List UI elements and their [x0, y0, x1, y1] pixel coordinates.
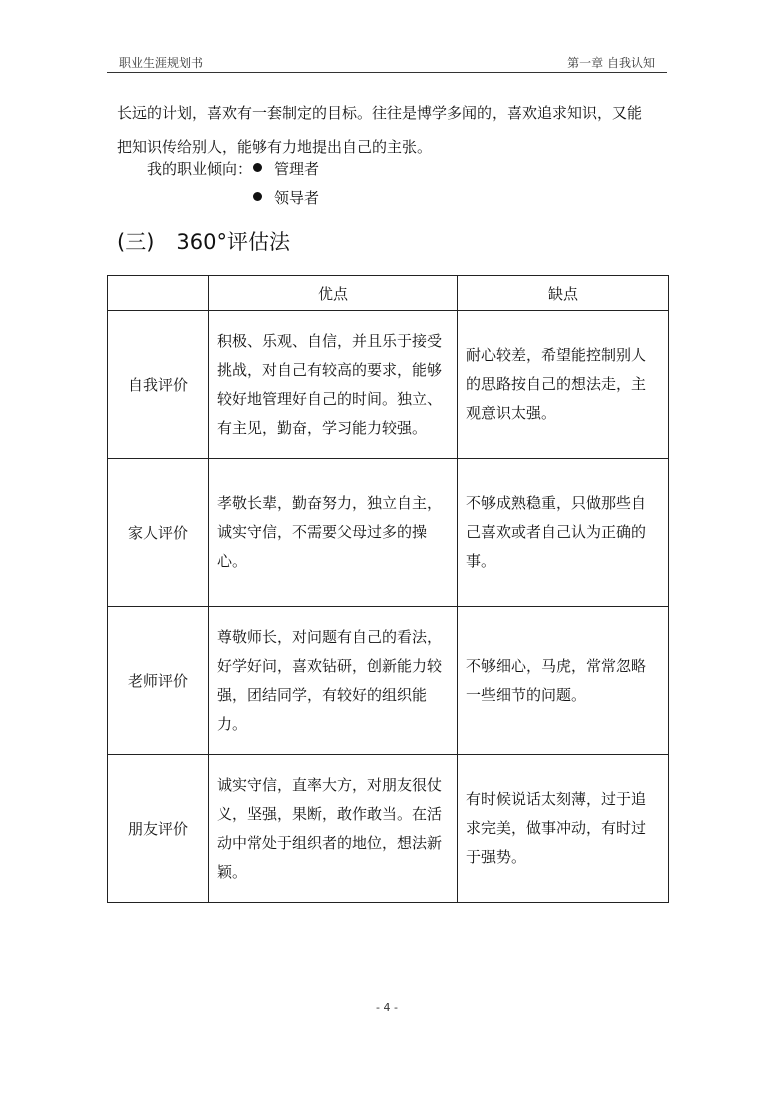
pros-cell: 积极、乐观、自信，并且乐于接受挑战，对自己有较高的要求，能够较好地管理好自己的时间。独立、有主见，勤奋，学习能力较强。	[209, 311, 458, 459]
pros-cell: 诚实守信，直率大方，对朋友很仗义，坚强，果断，敢作敢当。在活动中常处于组织者的地位，想法新颖。	[209, 755, 458, 903]
table-header-cell	[108, 276, 209, 311]
table-row	[108, 311, 669, 459]
section-title: 360°评估法	[176, 230, 290, 254]
table-row	[108, 755, 669, 903]
cons-cell: 不够成熟稳重，只做那些自己喜欢或者自己认为正确的事。	[458, 459, 669, 607]
header-title: 职业生涯规划书	[119, 56, 204, 70]
bullet-icon	[253, 163, 262, 172]
body-paragraph	[117, 96, 677, 164]
header-chapter: 第一章 自我认知	[567, 56, 655, 70]
cons-cell: 有时候说话太刻薄，过于追求完美，做事冲动，有时过于强势。	[458, 755, 669, 903]
row-label: 家人评价	[108, 459, 209, 607]
tendency-label: 我的职业倾向：	[147, 160, 253, 178]
paragraph-line: 把知识传给别人，能够有力地提出自己的主张。	[117, 138, 433, 156]
page-number: - 4 -	[376, 1001, 398, 1014]
paragraph-line: 长远的计划，喜欢有一套制定的目标。往往是博学多闻的，喜欢追求知识，又能	[117, 104, 643, 122]
table-header-cell: 缺点	[458, 276, 669, 311]
section-number: (三)	[117, 230, 155, 254]
tendency-item-text: 管理者	[274, 160, 320, 178]
tendency-item	[253, 155, 319, 184]
bullet-icon	[253, 192, 262, 201]
cons-cell: 耐心较差，希望能控制别人的思路按自己的想法走，主观意识太强。	[458, 311, 669, 459]
pros-cell: 孝敬长辈，勤奋努力，独立自主，诚实守信，不需要父母过多的操心。	[209, 459, 458, 607]
row-label: 自我评价	[108, 311, 209, 459]
table-header-cell: 优点	[209, 276, 458, 311]
row-label: 朋友评价	[108, 755, 209, 903]
section-heading	[117, 226, 290, 256]
page-header	[107, 52, 667, 73]
evaluation-table	[107, 275, 669, 903]
cons-cell: 不够细心，马虎，常常忽略一些细节的问题。	[458, 607, 669, 755]
tendency-item-text: 领导者	[274, 189, 320, 207]
table-row	[108, 607, 669, 755]
table-row	[108, 459, 669, 607]
table-header-row	[108, 276, 669, 311]
pros-cell: 尊敬师长，对问题有自己的看法，好学好问，喜欢钻研，创新能力较强，团结同学，有较好的组织能力。	[209, 607, 458, 755]
row-label: 老师评价	[108, 607, 209, 755]
tendency-item	[253, 184, 319, 213]
